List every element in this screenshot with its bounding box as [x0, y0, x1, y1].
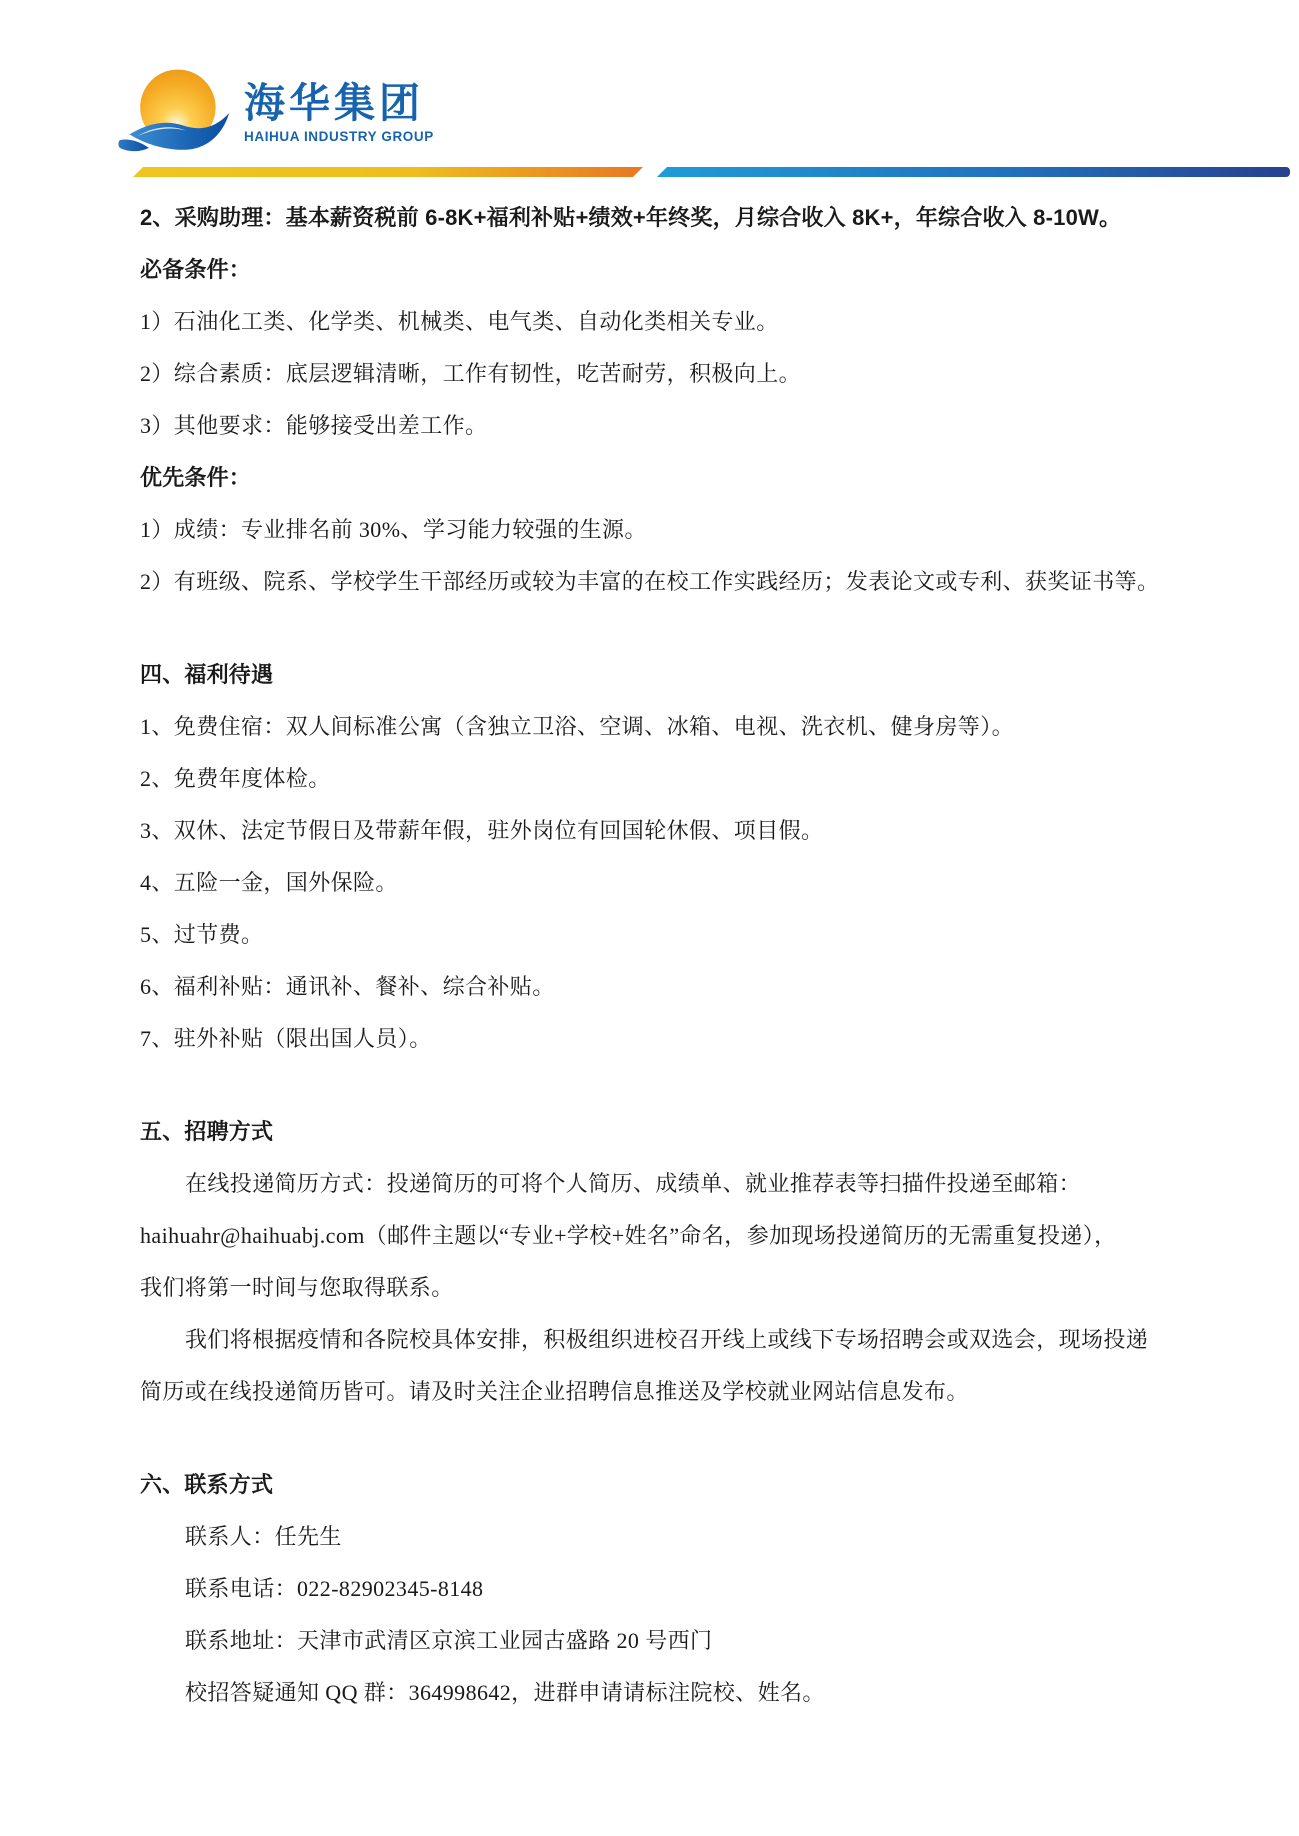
divider-orange-segment — [133, 167, 643, 177]
sun-wave-logo-icon — [116, 66, 232, 164]
paragraph-line: 2）综合素质：底层逻辑清晰，工作有韧性，吃苦耐劳，积极向上。 — [140, 361, 802, 386]
paragraph-line: 联系地址：天津市武清区京滨工业园古盛路 20 号西门 — [185, 1628, 713, 1653]
company-name-en: HAIHUA INDUSTRY GROUP — [244, 129, 434, 144]
paragraph-line: 在线投递简历方式：投递简历的可将个人简历、成绩单、就业推荐表等扫描件投递至邮箱： — [185, 1171, 1082, 1196]
paragraph-line: 联系人：任先生 — [185, 1524, 342, 1549]
paragraph-line: 7、驻外补贴（限出国人员）。 — [140, 1026, 432, 1051]
logo-text-block — [244, 80, 434, 144]
section-heading: 2、采购助理：基本薪资税前 6-8K+福利补贴+绩效+年终奖，月综合收入 8K+，年综合收入 8-10W。 — [140, 205, 1122, 230]
paragraph-line: 联系电话：022-82902345-8148 — [185, 1576, 484, 1601]
paragraph-line: 4、五险一金，国外保险。 — [140, 870, 398, 895]
company-name-cn: 海华集团 — [244, 80, 424, 126]
paragraph-line: 简历或在线投递简历皆可。请及时关注企业招聘信息推送及学校就业网站信息发布。 — [140, 1379, 969, 1404]
paragraph-line: 1）成绩：专业排名前 30%、学习能力较强的生源。 — [140, 517, 647, 542]
section-heading: 必备条件： — [140, 257, 252, 282]
header-divider — [133, 167, 1290, 177]
paragraph-line: haihuahr@haihuabj.com（邮件主题以“专业+学校+姓名”命名，参加现场投递简历的无需重复投递）， — [140, 1223, 1117, 1248]
paragraph-line: 校招答疑通知 QQ 群：364998642，进群申请请标注院校、姓名。 — [185, 1680, 825, 1705]
paragraph-line: 5、过节费。 — [140, 922, 264, 947]
paragraph-line: 1、免费住宿：双人间标准公寓（含独立卫浴、空调、冰箱、电视、洗衣机、健身房等）。 — [140, 714, 1015, 739]
company-logo — [116, 66, 434, 164]
paragraph-line: 2、免费年度体检。 — [140, 766, 331, 791]
paragraph-line: 6、福利补贴：通讯补、餐补、综合补贴。 — [140, 974, 555, 999]
section-heading: 优先条件： — [140, 465, 252, 490]
section-heading: 六、联系方式 — [140, 1472, 274, 1497]
paragraph-line: 3、双休、法定节假日及带薪年假，驻外岗位有回国轮休假、项目假。 — [140, 818, 824, 843]
paragraph-line: 1）石油化工类、化学类、机械类、电气类、自动化类相关专业。 — [140, 309, 779, 334]
paragraph-line: 3）其他要求：能够接受出差工作。 — [140, 413, 488, 438]
paragraph-line: 我们将根据疫情和各院校具体安排，积极组织进校召开线上或线下专场招聘会或双选会，现场投递 — [185, 1327, 1149, 1352]
divider-blue-segment — [657, 167, 1290, 177]
section-heading: 五、招聘方式 — [140, 1119, 274, 1144]
paragraph-line: 我们将第一时间与您取得联系。 — [140, 1275, 454, 1300]
section-heading: 四、福利待遇 — [140, 662, 274, 687]
paragraph-line: 2）有班级、院系、学校学生干部经历或较为丰富的在校工作实践经历；发表论文或专利、获奖证书等。 — [140, 569, 1160, 594]
document-body — [140, 192, 1218, 1719]
